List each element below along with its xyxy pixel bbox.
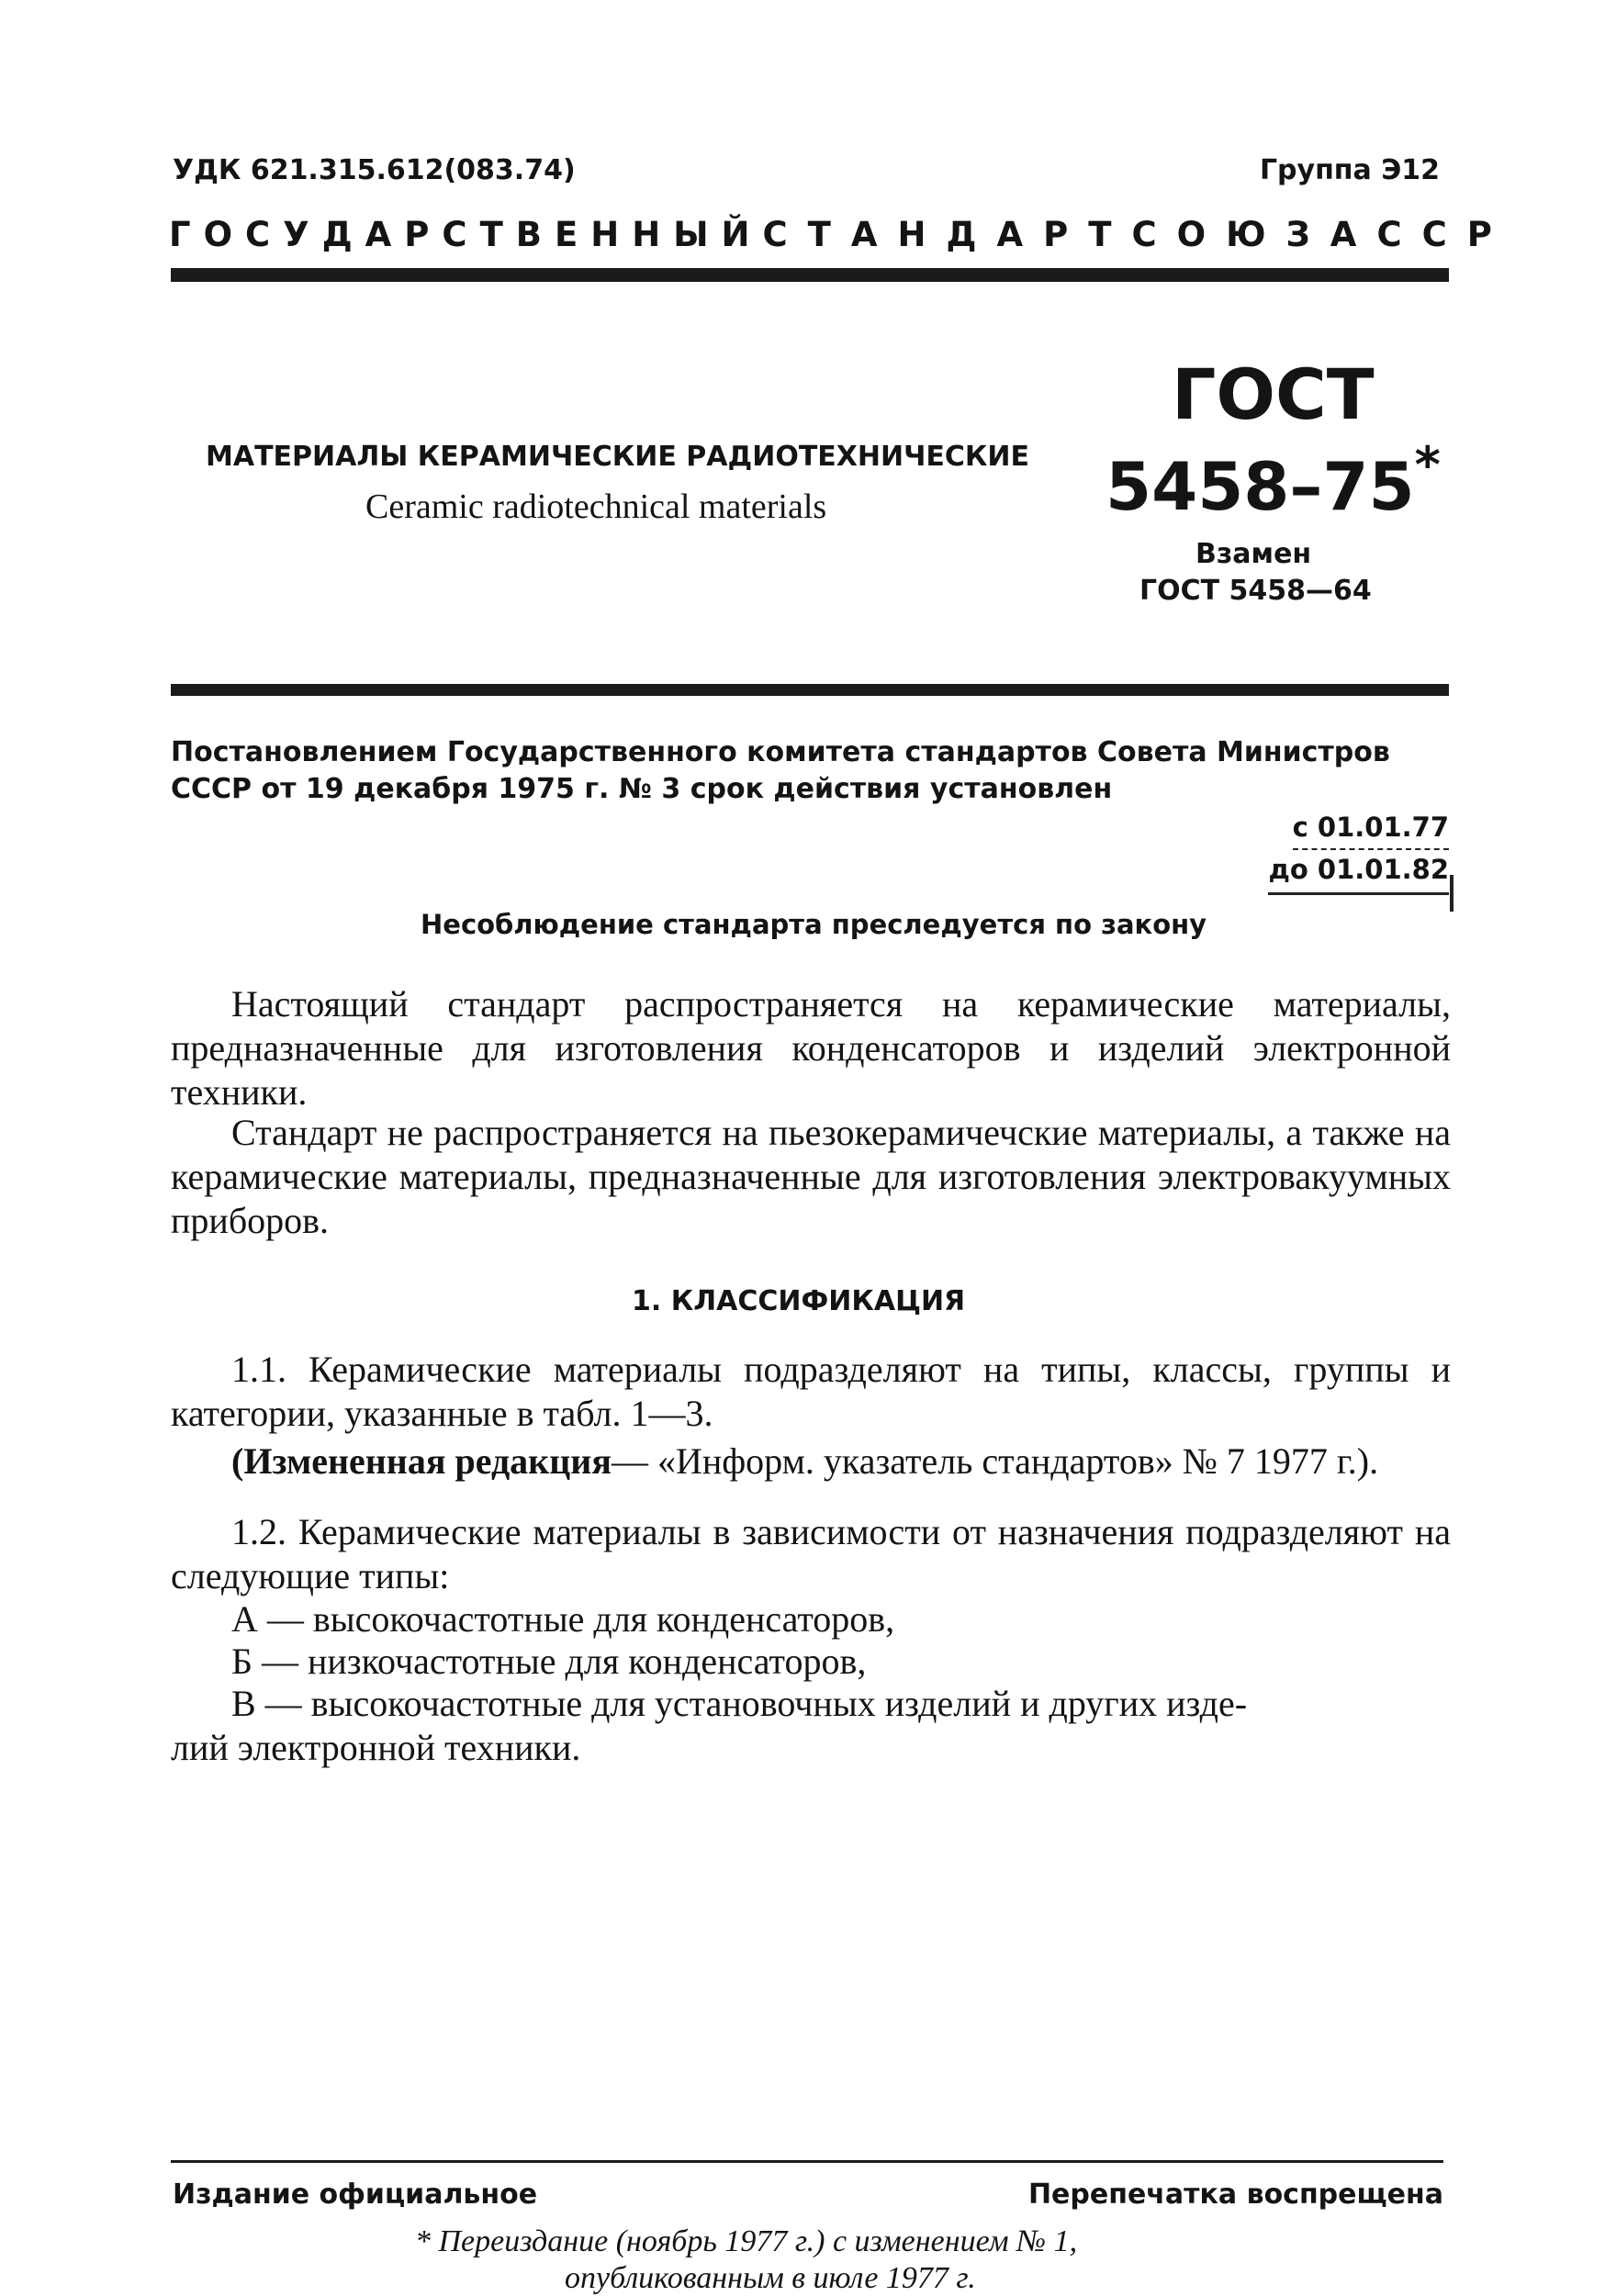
footnote-line-1: * Переиздание (ноябрь 1977 г.) с изменением № 1, [415, 2224, 1078, 2258]
dates-vertical-line [1450, 875, 1453, 912]
footer-rule [171, 2160, 1443, 2163]
amendment-rest: — «Информ. указатель стандартов» № 7 1977 г.). [611, 1440, 1379, 1482]
gost-number [1106, 436, 1441, 525]
validity-dates [1268, 808, 1449, 895]
gost-number-value: 5458–75 [1106, 448, 1415, 525]
group-code: Группа Э12 [1259, 154, 1440, 186]
footnote-line-2: опубликованным в июле 1977 г. [565, 2261, 976, 2295]
paragraph-amendment [171, 1439, 1451, 1484]
udk-code: УДК 621.315.612(083.74) [173, 154, 576, 186]
gost-star: * [1414, 436, 1441, 494]
banner-word-2: СТАНДАРТ [762, 215, 1132, 254]
paragraph-exclusions [171, 1111, 1451, 1243]
gost-label: ГОСТ [1172, 353, 1375, 435]
noncompliance-notice: Несоблюдение стандарта преследуется по закону [421, 909, 1207, 940]
replaces-standard: ГОСТ 5458—64 [1139, 575, 1372, 607]
title-russian: МАТЕРИАЛЫ КЕРАМИЧЕСКИЕ РАДИОТЕХНИЧЕСКИЕ [206, 441, 1029, 473]
paragraph-1-2-text: 1.2. Керамические материалы в зависимости от назначения подразделяют на следующие типы: [171, 1511, 1451, 1596]
paragraph-1-2 [171, 1510, 1451, 1598]
replaces-label: Взамен [1195, 538, 1312, 570]
title-english: Ceramic radiotechnical materials [365, 487, 827, 526]
list-item: Б — низкочастотные для конденсаторов, [231, 1641, 867, 1682]
section-heading: 1. КЛАССИФИКАЦИЯ [632, 1285, 966, 1317]
reprint-notice: Перепечатка воспрещена [1027, 2178, 1443, 2211]
banner-word-3: СОЮЗА [1131, 215, 1377, 254]
list-item: В — высокочастотные для установочных изделий и других изде- [231, 1683, 1248, 1724]
amendment-bold: (Измененная редакция [231, 1440, 612, 1482]
top-rule [171, 268, 1449, 282]
paragraph-1-1-text: 1.1. Керамические материалы подразделяют на типы, классы, группы и категории, указанные в табл. 1—3. [171, 1349, 1451, 1434]
middle-rule [171, 684, 1449, 696]
paragraph-scope-text: Настоящий стандарт распространяется на керамические материалы, предназначенные для изготовления конденсаторов и изделий электронной техники. [171, 983, 1451, 1113]
state-standard-banner [169, 215, 1512, 254]
paragraph-exclusions-text: Стандарт не распространяется на пьезокерамичечские материалы, а также на керамические материалы, предназначенные для изготовления электровакуумных приборов. [171, 1112, 1451, 1241]
list-item-continuation: лий электронной техники. [171, 1727, 581, 1768]
decree-text: Постановлением Государственного комитета стандартов Совета Министров СССР от 19 декабря 1975 г. № 3 срок действия установлен [171, 736, 1390, 805]
list-item: А — высокочастотные для конденсаторов, [231, 1598, 895, 1640]
paragraph-scope [171, 982, 1451, 1114]
date-from: с 01.01.77 [1293, 808, 1449, 850]
banner-word-4: ССР [1376, 215, 1512, 254]
edition-label: Издание официальное [173, 2178, 538, 2211]
date-to: до 01.01.82 [1268, 850, 1449, 895]
banner-word-1: ГОСУДАРСТВЕННЫЙ [169, 215, 763, 254]
paragraph-1-1 [171, 1348, 1451, 1436]
